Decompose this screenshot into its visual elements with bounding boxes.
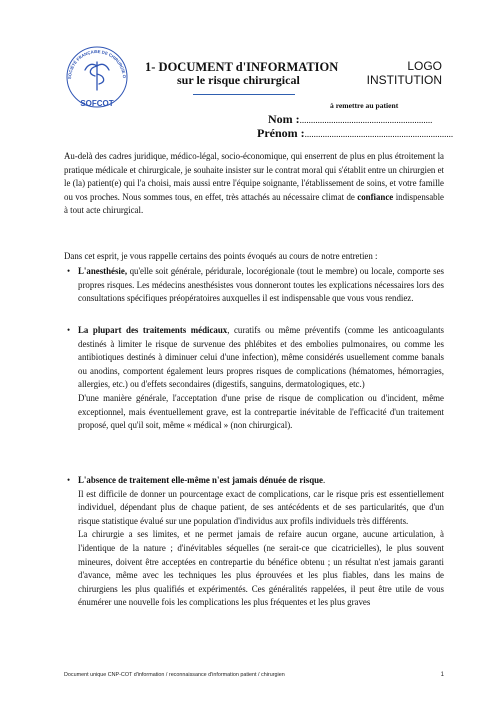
nom-dotted-line[interactable]: ........................................................... (299, 115, 433, 125)
logo-ring-text: SOCIÉTÉ FRANÇAISE DE CHIRURGIE O (66, 48, 128, 80)
item-text-paragraph-3: La chirurgie a ses limites, et ne permet jamais de refaire aucun organe, aucune articulation, à l'identique de la nature ; d'inévitables séquelles (ne serait-ce que cicatricielles), le plus souvent mineures, doivent être acceptées en contrepartie du bénéfice obtenu ; un résultat n'est jamais garanti d'avance, même avec les techniques les plus éprouvées et les plus fiables, dans les mains de chirurgiens les plus qualifiés et expérimentés. Ces généralités rappelées, il peut être utile de vous énumérer une nouvelle fois les complications les plus fréquentes et les plus graves (78, 529, 444, 608)
nom-label: Nom : (268, 112, 300, 126)
footer-text: Document unique CNP-COT d'information / reconnaissance d'information patient / chirurgien (64, 672, 285, 678)
item-text: . (323, 475, 326, 485)
item-heading: L'absence de traitement elle-même n'est jamais dénuée de risque (78, 475, 323, 485)
nom-field[interactable] (268, 112, 432, 127)
item-text-paragraph-2: Il est difficile de donner un pourcentage exact de complications, car le risque pris est essentiellement individuel, dépendant plus de chaque patient, de ses antécédents et de ses particularités, que d'un risque statistique évalué sur une population d'individus aux profils individuels très différents. (78, 488, 444, 526)
bullet: • (67, 475, 71, 485)
institution-logo-line1: LOGO (407, 59, 442, 73)
sofcot-logo (62, 44, 132, 114)
intro-paragraph (64, 150, 444, 218)
intro-text-2: indispensable à tout acte chirurgical. (64, 191, 444, 216)
lead-in-text: Dans cet esprit, je vous rappelle certains des points évoqués au cours de notre entretien : (64, 251, 378, 261)
page-number: 1 (440, 672, 444, 678)
title-underline (193, 94, 295, 95)
intro-text-1: Au-delà des cadres juridique, médico-légal, socio-économique, qui enserrent de plus en plus étroitement la pratique médicale et chirurgicale, je souhaite insister sur le contrat moral qui s'établit entre un chirurgien et le (la) patient(e) qui l'a choisi, mais aussi entre l'équipe soignante, l'établissement de soins, et votre famille ou vos proches. Nous sommes tous, en effet, très attachés au nécessaire climat de (64, 151, 444, 202)
intro-bold-confiance: confiance (357, 191, 394, 202)
institution-logo-line2: INSTITUTION (366, 72, 442, 87)
item-heading: La plupart des traitements médicaux (78, 325, 228, 335)
prenom-field[interactable] (257, 126, 453, 141)
document-subtitle: sur le risque chirurgical (177, 73, 300, 87)
handout-note: à remettre au patient (330, 101, 399, 110)
item-text: , curatifs ou même préventifs (comme les anticoagulants destinés à limiter le risque de survenue des phlébites et des embolies pulmonaires, ou comme les antibiotiques destinés à diminuer celui d'une infection), même considérés usuellement comme banals ou anodins, comportent également leurs propres risques de complications (hématomes, hémorragies, allergies, etc.) ou d'effets secondaires (digestifs, sanguins, dermatologiques, etc.) (78, 325, 444, 390)
list-item-anesthesie (64, 265, 444, 306)
bullet: • (67, 325, 71, 335)
document-title: 1- DOCUMENT d'INFORMATION (145, 60, 339, 74)
institution-logo-placeholder (360, 60, 442, 87)
prenom-label: Prénom : (257, 126, 305, 140)
item-text: qu'elle soit générale, péridurale, locorégionale (tout le membre) ou locale, comporte ses propres risques. Les médecins anesthésistes vous donneront toutes les explications nécessaires lors des consultations spécifiques préopératoires auxquelles il est indispensable que vous vous rendiez. (78, 266, 444, 304)
page-footer (64, 672, 444, 678)
item-text-paragraph-2: D'une manière générale, l'acceptation d'une prise de risque de complication ou d'incident, même exceptionnel, mais éventuellement grave, est la contrepartie inévitable de l'efficacité d'un traitement proposé, quel qu'il soit, même « médical » (non chirurgical). (78, 392, 444, 431)
logo-wordmark: SOFCOT (80, 99, 114, 108)
bullet: • (67, 266, 71, 276)
list-item-absence-traitement (64, 474, 444, 610)
item-heading: L'anesthésie, (78, 266, 128, 276)
list-item-traitements (64, 324, 444, 433)
prenom-dotted-line[interactable]: .................................................................. (304, 129, 454, 139)
